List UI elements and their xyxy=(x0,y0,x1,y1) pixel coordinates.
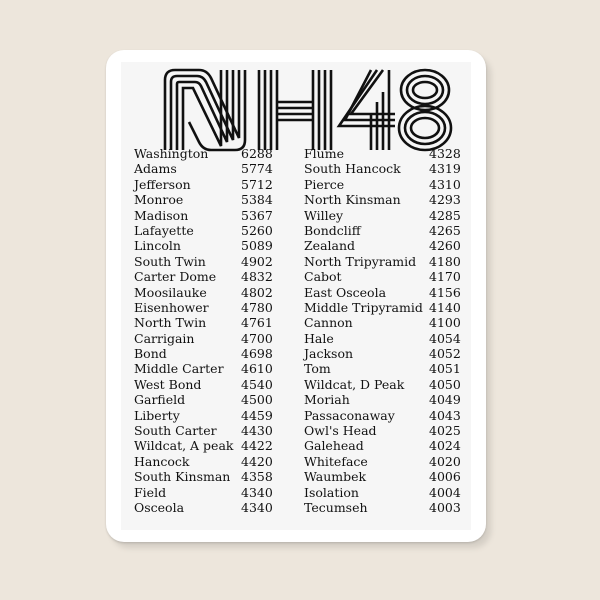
peak-name: South Twin xyxy=(134,253,206,269)
peak-name: Carter Dome xyxy=(134,269,217,285)
peak-elevation: 4459 xyxy=(241,407,273,423)
peak-name: Adams xyxy=(134,161,177,177)
peak-name: Tom xyxy=(304,361,331,377)
list-item xyxy=(304,408,466,423)
peak-elevation: 5384 xyxy=(241,192,273,208)
list-item xyxy=(304,161,466,176)
peak-name: Osceola xyxy=(134,499,185,515)
list-item xyxy=(134,423,284,438)
peak-name: Washington xyxy=(134,146,209,161)
peak-elevation: 4328 xyxy=(429,146,461,161)
peak-elevation: 4020 xyxy=(429,453,461,469)
list-item xyxy=(134,454,284,469)
list-item xyxy=(304,300,466,315)
peak-elevation: 4420 xyxy=(241,453,273,469)
peak-elevation: 4043 xyxy=(429,407,461,423)
list-item xyxy=(304,423,466,438)
peak-elevation: 4698 xyxy=(241,346,273,362)
list-item xyxy=(134,300,284,315)
list-item xyxy=(304,331,466,346)
peak-name: South Kinsman xyxy=(134,469,231,485)
peak-name: Moosilauke xyxy=(134,284,207,300)
peak-name: Carrigain xyxy=(134,330,195,346)
peak-name: Bond xyxy=(134,346,167,362)
peak-list-right xyxy=(304,146,466,515)
peak-name: Tecumseh xyxy=(304,499,368,515)
list-item xyxy=(304,177,466,192)
peak-name: Isolation xyxy=(304,484,359,500)
list-item xyxy=(134,377,284,392)
peak-elevation: 4285 xyxy=(429,207,461,223)
list-item xyxy=(304,269,466,284)
peak-name: Field xyxy=(134,484,167,500)
peak-elevation: 4500 xyxy=(241,392,273,408)
list-item xyxy=(134,254,284,269)
list-item xyxy=(304,469,466,484)
peak-name: Lafayette xyxy=(134,222,194,238)
peak-elevation: 6288 xyxy=(241,146,273,161)
peak-elevation: 4024 xyxy=(429,438,461,454)
list-item xyxy=(134,285,284,300)
peak-elevation: 4180 xyxy=(429,253,461,269)
list-item xyxy=(134,392,284,407)
peak-name: Bondcliff xyxy=(304,222,361,238)
list-item xyxy=(304,208,466,223)
peak-elevation: 4802 xyxy=(241,284,273,300)
peak-name: Galehead xyxy=(304,438,364,454)
peak-elevation: 4004 xyxy=(429,484,461,500)
logo-digit-8 xyxy=(399,70,451,150)
peak-elevation: 4610 xyxy=(241,361,273,377)
list-item xyxy=(134,238,284,253)
list-item xyxy=(304,361,466,376)
peak-elevation: 4902 xyxy=(241,253,273,269)
list-item xyxy=(134,346,284,361)
peak-elevation: 5260 xyxy=(241,222,273,238)
list-item xyxy=(304,315,466,330)
peak-elevation: 4052 xyxy=(429,346,461,362)
peak-elevation: 5367 xyxy=(241,207,273,223)
peak-name: Madison xyxy=(134,207,189,223)
peak-elevation: 4780 xyxy=(241,299,273,315)
peak-elevation: 4832 xyxy=(241,269,273,285)
list-item xyxy=(304,485,466,500)
peak-elevation: 5089 xyxy=(241,238,273,254)
list-item xyxy=(304,500,466,515)
peak-name: Whiteface xyxy=(304,453,368,469)
list-item xyxy=(134,223,284,238)
peak-list-left xyxy=(134,146,284,515)
peak-elevation: 4140 xyxy=(429,299,461,315)
list-item xyxy=(134,269,284,284)
list-item xyxy=(134,361,284,376)
peak-name: Cabot xyxy=(304,269,342,285)
logo-letter-n xyxy=(165,70,245,150)
peak-name: Middle Tripyramid xyxy=(304,299,423,315)
peak-elevation: 4540 xyxy=(241,376,273,392)
peak-elevation: 5712 xyxy=(241,176,273,192)
peak-elevation: 4170 xyxy=(429,269,461,285)
peak-elevation: 4310 xyxy=(429,176,461,192)
logo-letter-h xyxy=(259,70,331,150)
peak-name: Cannon xyxy=(304,315,353,331)
peak-name: Middle Carter xyxy=(134,361,224,377)
peak-elevation: 4700 xyxy=(241,330,273,346)
peak-elevation: 4156 xyxy=(429,284,461,300)
list-item xyxy=(134,315,284,330)
peak-elevation: 4049 xyxy=(429,392,461,408)
peak-elevation: 4100 xyxy=(429,315,461,331)
list-item xyxy=(134,331,284,346)
peak-elevation: 4050 xyxy=(429,376,461,392)
peak-name: Owl's Head xyxy=(304,423,377,439)
peak-name: Hale xyxy=(304,330,334,346)
peak-elevation: 4430 xyxy=(241,423,273,439)
peak-name: Liberty xyxy=(134,407,180,423)
peak-name: Waumbek xyxy=(304,469,367,485)
list-item xyxy=(304,346,466,361)
peak-name: Eisenhower xyxy=(134,299,209,315)
list-item xyxy=(134,469,284,484)
list-item xyxy=(304,392,466,407)
peak-elevation: 4293 xyxy=(429,192,461,208)
list-item xyxy=(304,285,466,300)
list-item xyxy=(304,192,466,207)
peak-name: South Hancock xyxy=(304,161,401,177)
list-item xyxy=(304,238,466,253)
peak-name: Garfield xyxy=(134,392,186,408)
peak-elevation: 5774 xyxy=(241,161,273,177)
peak-name: East Osceola xyxy=(304,284,387,300)
peak-name: North Kinsman xyxy=(304,192,401,208)
logo-digit-4 xyxy=(339,70,395,150)
peak-name: Lincoln xyxy=(134,238,181,254)
peak-name: Passaconaway xyxy=(304,407,395,423)
peak-elevation: 4265 xyxy=(429,222,461,238)
list-item xyxy=(304,454,466,469)
peak-name: Hancock xyxy=(134,453,190,469)
list-item xyxy=(304,146,466,161)
peak-elevation: 4358 xyxy=(241,469,273,485)
list-item xyxy=(134,161,284,176)
peak-elevation: 4340 xyxy=(241,499,273,515)
peak-name: Wildcat, A peak xyxy=(134,438,234,454)
list-item xyxy=(304,223,466,238)
peak-elevation: 4054 xyxy=(429,330,461,346)
peak-name: Monroe xyxy=(134,192,184,208)
peak-name: Jackson xyxy=(304,346,354,362)
peak-elevation: 4260 xyxy=(429,238,461,254)
peak-name: West Bond xyxy=(134,376,202,392)
peak-elevation: 4025 xyxy=(429,423,461,439)
peak-elevation: 4006 xyxy=(429,469,461,485)
list-item xyxy=(134,177,284,192)
peak-elevation: 4319 xyxy=(429,161,461,177)
peak-name: Pierce xyxy=(304,176,345,192)
peak-name: North Tripyramid xyxy=(304,253,417,269)
peak-elevation: 4761 xyxy=(241,315,273,331)
peak-name: Moriah xyxy=(304,392,350,408)
list-item xyxy=(134,438,284,453)
peak-elevation: 4051 xyxy=(429,361,461,377)
list-item xyxy=(304,438,466,453)
list-item xyxy=(304,377,466,392)
list-item xyxy=(304,254,466,269)
list-item xyxy=(134,500,284,515)
list-item xyxy=(134,146,284,161)
peak-name: Zealand xyxy=(304,238,356,254)
peak-elevation: 4003 xyxy=(429,499,461,515)
peak-elevation: 4340 xyxy=(241,484,273,500)
peak-name: South Carter xyxy=(134,423,217,439)
peak-name: Jefferson xyxy=(134,176,191,192)
list-item xyxy=(134,192,284,207)
peak-name: Wildcat, D Peak xyxy=(304,376,405,392)
list-item xyxy=(134,208,284,223)
peak-name: Willey xyxy=(304,207,344,223)
list-item xyxy=(134,485,284,500)
nh48-logo xyxy=(163,68,453,152)
peak-elevation: 4422 xyxy=(241,438,273,454)
peak-name: North Twin xyxy=(134,315,207,331)
list-item xyxy=(134,408,284,423)
peak-name: Flume xyxy=(304,146,344,161)
